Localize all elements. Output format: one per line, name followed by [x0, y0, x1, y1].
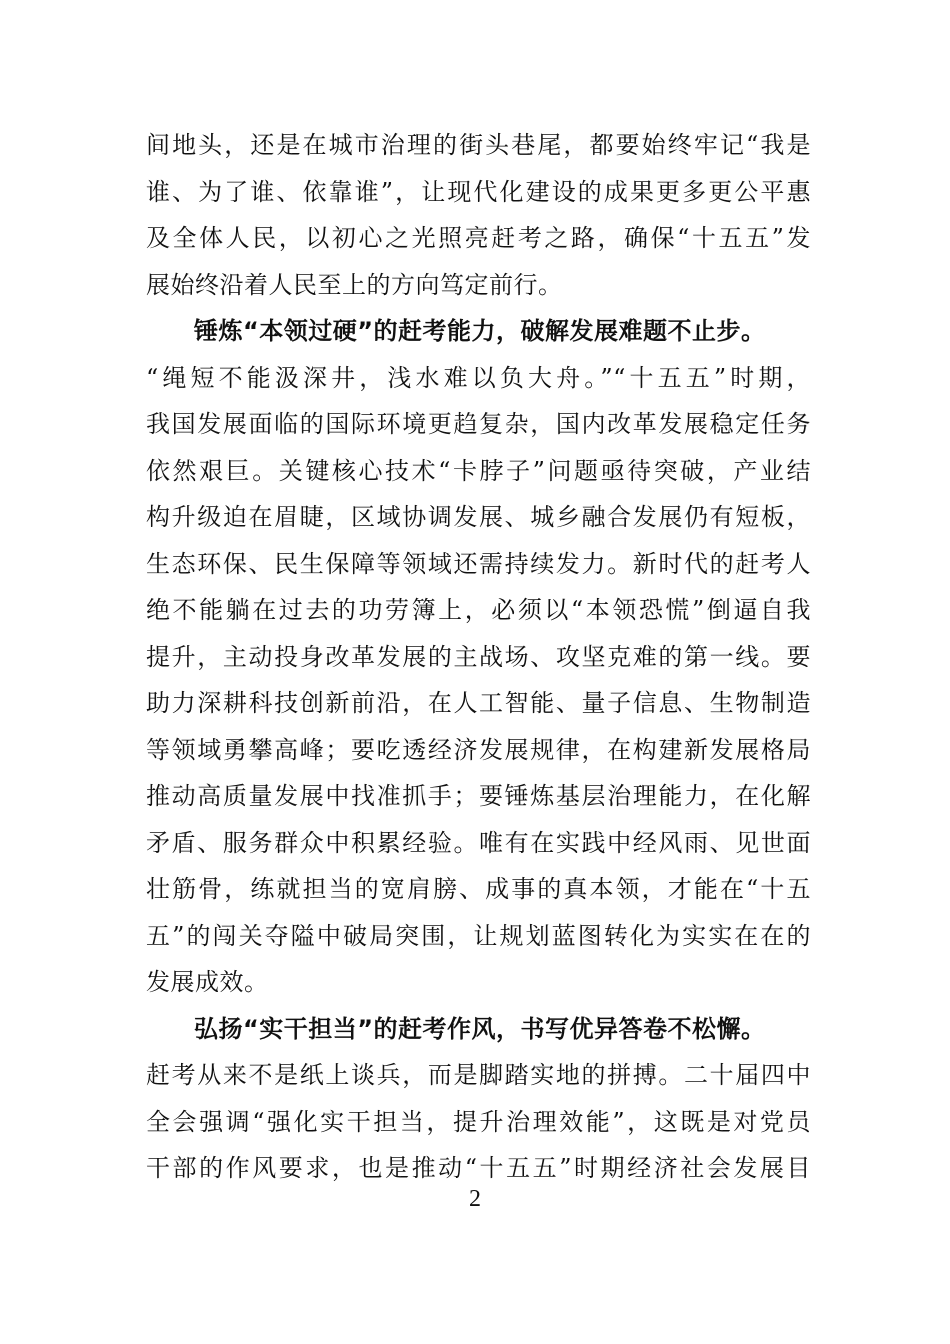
text-line: 我国发展面临的国际环境更趋复杂，国内改革发展稳定任务: [146, 410, 811, 438]
text-line: 发展成效。: [146, 968, 269, 996]
text-line: 全会强调“强化实干担当，提升治理效能”，这既是对党员: [146, 1107, 811, 1136]
text-line: 生态环保、民生保障等领域还需持续发力。新时代的赶考人: [146, 549, 811, 578]
text-line: 矛盾、服务群众中积累经验。唯有在实践中经风雨、见世面: [146, 828, 811, 857]
text-line: 及全体人民，以初心之光照亮赶考之路，确保“十五五”发: [146, 224, 811, 252]
text-line: “绳短不能汲深井，浅水难以负大舟。”“十五五”时期，: [146, 363, 811, 392]
text-line: 壮筋骨，练就担当的宽肩膀、成事的真本领，才能在“十五: [146, 875, 811, 903]
text-line: 赶考从来不是纸上谈兵，而是脚踏实地的拼搏。二十届四中: [146, 1061, 811, 1089]
text-line: 助力深耕科技创新前沿，在人工智能、量子信息、生物制造: [146, 689, 811, 717]
section-heading: 弘扬“实干担当”的赶考作风，书写优异答卷不松懈。: [194, 1014, 766, 1043]
text-line: 绝不能躺在过去的功劳簿上，必须以“本领恐慌”倒逼自我: [146, 596, 811, 624]
text-line: 等领域勇攀高峰；要吃透经济发展规律，在构建新发展格局: [146, 735, 811, 764]
text-line: 依然艰巨。关键核心技术“卡脖子”问题亟待突破，产业结: [146, 456, 811, 485]
document-body: [146, 122, 811, 1192]
text-line: 推动高质量发展中找准抓手；要锤炼基层治理能力，在化解: [146, 782, 811, 810]
text-line: 谁、为了谁、依靠谁”，让现代化建设的成果更多更公平惠: [146, 177, 811, 206]
text-line: 间地头，还是在城市治理的街头巷尾，都要始终牢记“我是: [146, 131, 811, 159]
section-heading: 锤炼“本领过硬”的赶考能力，破解发展难题不止步。: [194, 317, 766, 345]
text-line: 展始终沿着人民至上的方向笃定前行。: [146, 270, 563, 299]
text-line: 干部的作风要求，也是推动“十五五”时期经济社会发展目: [146, 1154, 811, 1182]
page-number: 2: [469, 1186, 481, 1212]
text-line: 提升，主动投身改革发展的主战场、攻坚克难的第一线。要: [146, 642, 811, 671]
text-line: 构升级迫在眉睫，区域协调发展、城乡融合发展仍有短板，: [146, 503, 811, 531]
text-line: 五”的闯关夺隘中破局突围，让规划蓝图转化为实实在在的: [146, 921, 811, 950]
